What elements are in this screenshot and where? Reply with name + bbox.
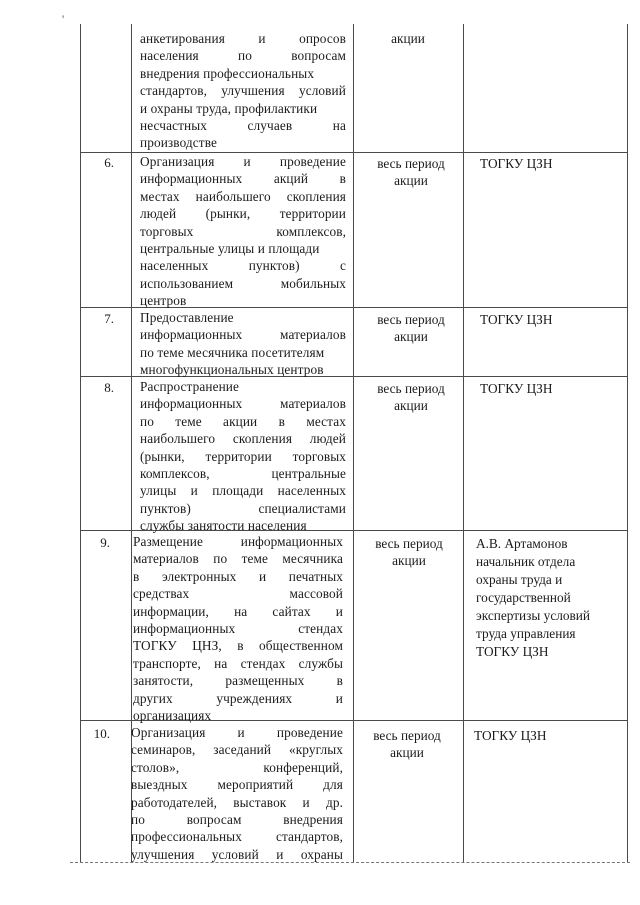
table-border-right bbox=[627, 24, 628, 862]
row-description: Предоставление информационных материалов по теме месячника посетителям многофункциональных центров bbox=[140, 310, 346, 378]
row-period: весь период акции bbox=[377, 312, 445, 344]
row-responsible: ТОГКУ ЦЗН bbox=[480, 156, 553, 171]
row-responsible: ТОГКУ ЦЗН bbox=[474, 728, 547, 743]
table-row-continuation-period: акции bbox=[391, 31, 425, 46]
row-period: весь период акции bbox=[373, 728, 441, 760]
table-divider-period bbox=[463, 24, 464, 862]
row-description: Размещение информационных материалов по теме месячника в электронных и печатных средствах массовой информации, на сайтах и информационных стендах ТОГКУ ЦНЗ, в общественном транспорте, на стендах службы занятости, размещенных в других учреждениях и организациях bbox=[133, 534, 343, 723]
page-mark: ' bbox=[62, 12, 65, 26]
row-responsible: А.В. Артамонов начальник отдела охраны труда и государственной экспертизы условий труда управления ТОГКУ ЦЗН bbox=[476, 536, 591, 659]
row-number: 7. bbox=[104, 311, 114, 326]
row-responsible: ТОГКУ ЦЗН bbox=[480, 312, 553, 327]
row-number: 6. bbox=[104, 155, 114, 170]
row-period: весь период акции bbox=[377, 156, 445, 188]
row-responsible: ТОГКУ ЦЗН bbox=[480, 381, 553, 396]
row-description: Организация и проведение информационных акций в местах наибольшего скопления людей (рынки, территории торговых комплексов, центральные улицы и площади населенных пунктов) с использованием мобильных центров bbox=[140, 154, 346, 309]
row-description: Распространение информационных материалов по теме акции в местах наибольшего скопления людей (рынки, территории торговых комплексов, центральные улицы и площади населенных пунктов) специалистами службы занятости населения bbox=[140, 379, 346, 534]
row-number: 9. bbox=[100, 535, 110, 550]
table-row-continuation-description: анкетирования и опросов населения по вопросам внедрения профессиональных стандартов, улучшения условий и охраны труда, профилактики несчастных случаев на производстве bbox=[140, 31, 346, 151]
row-period: весь период акции bbox=[377, 381, 445, 413]
row-number: 10. bbox=[93, 726, 110, 741]
row-number: 8. bbox=[104, 380, 114, 395]
row-period: весь период акции bbox=[375, 536, 443, 568]
row-description: Организация и проведение семинаров, заседаний «круглых столов», конференций, выездных мероприятий для работодателей, выставок и др. по вопросам внедрения профессиональных стандартов, улучшения условий и охраны bbox=[131, 725, 343, 862]
